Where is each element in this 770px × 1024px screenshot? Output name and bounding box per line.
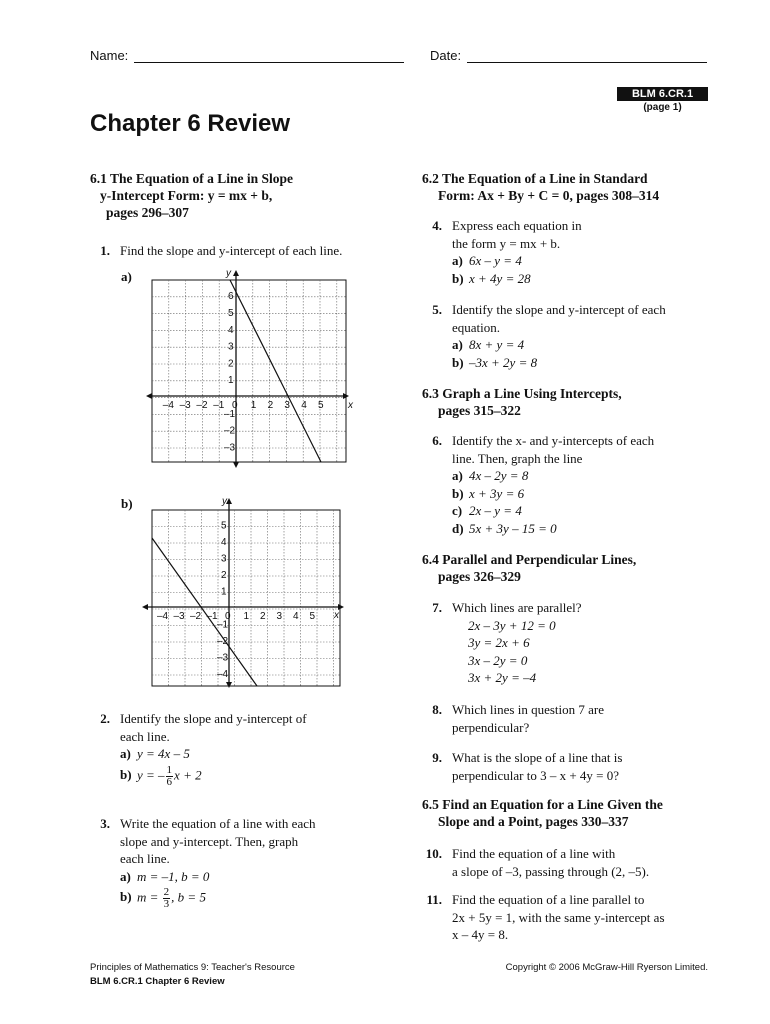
x-tick-label: 2 bbox=[260, 611, 266, 622]
footer-blm: BLM 6.CR.1 Chapter 6 Review bbox=[90, 976, 225, 987]
x-tick-label: 5 bbox=[309, 611, 316, 622]
question-1: 1. Find the slope and y-intercept of each line. bbox=[100, 243, 343, 258]
section-6-1-heading: 6.1 The Equation of a Line in Slope y-Intercept Form: y = mx + b, pages 296–307 bbox=[90, 171, 294, 220]
question-8: 8. Which lines in question 7 are perpendicular? bbox=[432, 702, 604, 735]
section-6-3-heading: 6.3 Graph a Line Using Intercepts, pages 315–322 bbox=[422, 386, 622, 418]
question-2: 2. Identify the slope and y-intercept of each line. a) y = 4x – 5 b) y = – $\frac{1}{6}$ x + 2 bbox=[100, 711, 307, 788]
x-arrow-left-a bbox=[146, 393, 152, 399]
y-tick-label: 4 bbox=[228, 324, 234, 336]
y-tick-label: 5 bbox=[228, 308, 234, 319]
x-tick-label: –4 bbox=[162, 400, 174, 411]
y-tick-label: –1 bbox=[217, 619, 229, 631]
x-tick-label: –1 bbox=[213, 400, 225, 411]
question-5: 5. Identify the slope and y-intercept of each equation. a) 8x + y = 4 b) –3x + 2y = 8 bbox=[432, 302, 666, 370]
y-tick-label: 6 bbox=[228, 291, 234, 303]
y-tick-label: –2 bbox=[217, 636, 229, 647]
x-tick-label: 0 bbox=[225, 611, 231, 622]
question-4: 4. Express each equation in the form y = mx + b. a) 6x – y = 4 b) x + 4y = 28 bbox=[432, 218, 582, 286]
question-11: 11. Find the equation of a line parallel to 2x + 5y = 1, with the same y-intercept as x – 4y = 8. bbox=[426, 892, 665, 942]
y-arrow-down-b bbox=[226, 682, 232, 688]
x-tick-label: 3 bbox=[276, 611, 283, 622]
graph-b bbox=[140, 494, 360, 690]
question-3: 3. Write the equation of a line with each slope and y-intercept. Then, graph each line. a) m = –1, b = 0 b) m = $\frac{2}{3}$ , b = 5 bbox=[100, 816, 316, 910]
y-tick-label: –4 bbox=[217, 669, 229, 680]
x-tick-label: 3 bbox=[284, 400, 290, 411]
x-tick-label: 5 bbox=[318, 400, 324, 411]
section-6-2-heading: 6.2 The Equation of a Line in Standard Form: Ax + By + C = 0, pages 308–314 bbox=[422, 171, 660, 203]
y-tick-label: 2 bbox=[228, 358, 234, 370]
name-label: Name: bbox=[90, 48, 129, 63]
y-tick-label: 3 bbox=[221, 553, 227, 565]
x-tick-label: –2 bbox=[196, 400, 208, 411]
q1-part-b-label: b) bbox=[121, 496, 133, 511]
grid-a bbox=[152, 280, 346, 462]
y-axis-label-a: y bbox=[226, 268, 231, 279]
footer-copyright: Copyright © 2006 McGraw-Hill Ryerson Limited. bbox=[505, 962, 708, 973]
y-arrow-down-a bbox=[233, 462, 239, 468]
q1-part-a-label: a) bbox=[121, 269, 132, 284]
x-axis-label-a: x bbox=[348, 400, 353, 411]
line-a bbox=[230, 280, 321, 462]
graph-a bbox=[140, 266, 360, 476]
x-tick-label: –2 bbox=[190, 611, 202, 622]
y-axis-label-b: y bbox=[222, 496, 227, 507]
question-6: 6. Identify the x- and y-intercepts of each line. Then, graph the line a) 4x – 2y = 8 b) x + 3y = 6 c) 2x – y = 4 d) 5x + 3y – 15 = 0 bbox=[432, 433, 655, 536]
y-tick-label: 1 bbox=[228, 375, 234, 387]
question-7: 7. Which lines are parallel? 2x – 3y + 12 = 0 3y = 2x + 6 3x – 2y = 0 3x + 2y = –4 bbox=[432, 600, 582, 685]
section-6-4-heading: 6.4 Parallel and Perpendicular Lines, pages 326–329 bbox=[422, 552, 637, 584]
name-field[interactable] bbox=[134, 62, 404, 63]
grid-border bbox=[152, 280, 346, 462]
y-tick-label: 5 bbox=[221, 520, 227, 532]
y-tick-label: –1 bbox=[224, 408, 236, 420]
y-tick-label: –2 bbox=[224, 425, 236, 437]
q3-fraction: $\frac{2}{3}$ bbox=[163, 886, 170, 910]
question-10: 10. Find the equation of a line with a slope of –3, passing through (2, –5). bbox=[425, 846, 650, 879]
section-6-5-heading: 6.5 Find an Equation for a Line Given the Slope and a Point, pages 330–337 bbox=[422, 797, 663, 829]
page-number: (page 1) bbox=[643, 102, 682, 113]
y-tick-label: –3 bbox=[217, 652, 229, 664]
x-tick-label: 0 bbox=[232, 400, 238, 411]
x-tick-label: 1 bbox=[243, 611, 250, 622]
grid-b bbox=[152, 510, 340, 686]
y-tick-label: 4 bbox=[221, 537, 227, 548]
y-tick-label: –3 bbox=[224, 442, 236, 454]
x-tick-label: 2 bbox=[267, 400, 274, 411]
x-arrow-left-b bbox=[142, 604, 148, 610]
date-field[interactable] bbox=[467, 62, 707, 63]
x-axis-label-b: x bbox=[334, 610, 339, 621]
x-tick-label: 4 bbox=[301, 400, 307, 411]
x-tick-label: –3 bbox=[179, 400, 191, 411]
page-title: Chapter 6 Review bbox=[90, 110, 291, 137]
x-tick-label: –4 bbox=[157, 611, 169, 622]
blm-badge: BLM 6.CR.1 bbox=[617, 87, 708, 101]
x-tick-label: –3 bbox=[173, 611, 185, 622]
x-tick-label: –1 bbox=[206, 611, 218, 622]
y-tick-label: 2 bbox=[221, 570, 227, 581]
x-tick-label: 1 bbox=[250, 400, 257, 411]
q2-fraction: $\frac{1}{6}$ bbox=[166, 763, 173, 788]
question-9: 9. What is the slope of a line that is perpendicular to 3 – x + 4y = 0? bbox=[432, 750, 623, 783]
y-arrow-up-a bbox=[233, 270, 239, 276]
x-tick-label: 4 bbox=[293, 611, 299, 622]
date-label: Date: bbox=[430, 48, 462, 63]
y-tick-label: 1 bbox=[221, 586, 227, 598]
footer-source: Principles of Mathematics 9: Teacher's Resource bbox=[90, 962, 295, 973]
y-tick-label: 3 bbox=[228, 341, 234, 353]
grid-border bbox=[152, 510, 340, 686]
